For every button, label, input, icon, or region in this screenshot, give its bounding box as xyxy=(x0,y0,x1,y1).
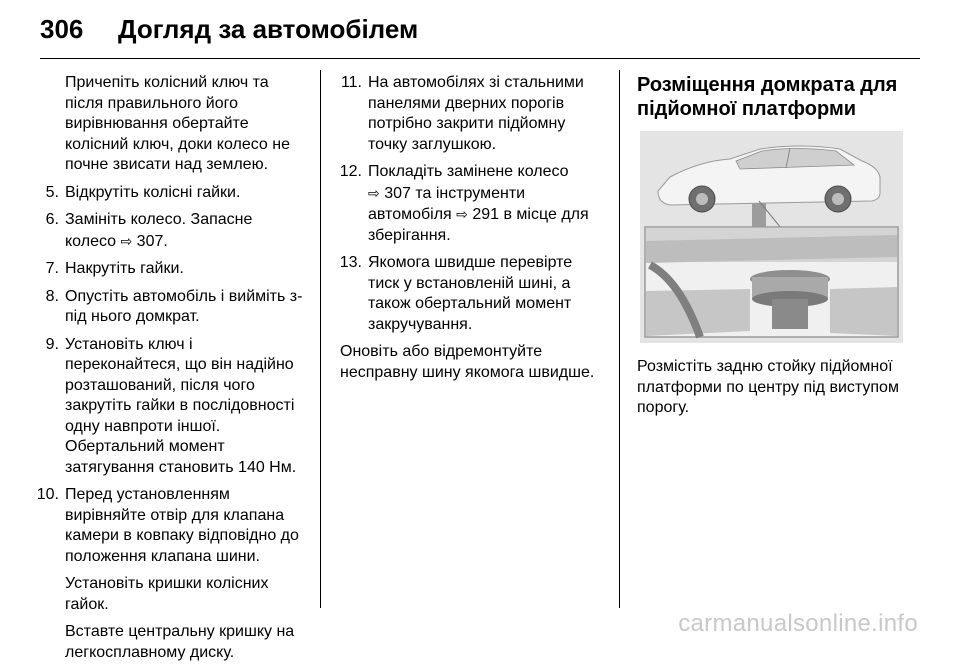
sub-paragraph: Вставте центральну кришку на легкосплавному диску. xyxy=(65,623,295,661)
watermark: carmanualsonline.info xyxy=(678,610,918,637)
item-text: Якомога швидше перевірте тиск у встановленій шині, а також обертальний момент закручування. xyxy=(368,254,573,333)
item-text: Установіть ключ і переконайтеся, що він надійно розташований, після чого закрутіть гайки в послідовності одну навпроти іншої. Обертальний момент затягування становить 140 Нм. xyxy=(65,335,297,476)
column-1 xyxy=(34,73,304,670)
item-number: 9. xyxy=(45,335,59,353)
intro-paragraph: Причепіть колісний ключ та після правильного його вирівнювання обертайте колісний ключ, доки колесо не почне звисати над землею. xyxy=(65,74,290,173)
section-heading: Розміщення домкрата для підйомної платформи xyxy=(637,74,898,120)
list-item xyxy=(34,259,304,280)
page-number: 306 xyxy=(40,14,84,44)
arrow-ref-icon: ⇨ xyxy=(368,184,380,201)
column-divider-1 xyxy=(320,70,321,608)
list-item xyxy=(34,485,304,567)
item-number: 13. xyxy=(339,254,362,271)
item-number: 8. xyxy=(45,287,59,305)
item-number: 11. xyxy=(340,74,362,91)
item-number: 10. xyxy=(36,486,59,503)
list-item xyxy=(34,335,304,479)
item-text: Відкрутіть колісні гайки. xyxy=(65,183,241,201)
list-item xyxy=(34,210,304,252)
figure-caption: Розмістіть задню стойку підйомної платформи по центру під виступом порогу. xyxy=(637,358,899,416)
item-number: 6. xyxy=(45,211,59,228)
item-text: Замініть колесо. Запасне колесо ⇨ 307. xyxy=(65,211,253,250)
list-item xyxy=(336,162,606,246)
item-text: Накрутіть гайки. xyxy=(65,260,184,277)
list-item xyxy=(34,183,304,204)
car-on-lift-image xyxy=(640,131,903,343)
header-rule xyxy=(40,58,920,59)
page-title: Догляд за автомобілем xyxy=(118,14,419,44)
arrow-ref-icon: ⇨ xyxy=(120,232,133,249)
item-number: 7. xyxy=(45,260,59,277)
column-divider-2 xyxy=(619,70,620,608)
list-item xyxy=(336,73,606,155)
column-3 xyxy=(637,73,912,435)
column-2 xyxy=(336,73,606,390)
item-number: 5. xyxy=(45,183,59,201)
item-text: Опустіть автомобіль і вийміть з-під нього домкрат. xyxy=(65,287,303,325)
item-text: Покладіть замінене колесо ⇨ 307 та інструменти автомобіля ⇨ 291 в місце для зберігання. xyxy=(368,163,589,244)
list-item xyxy=(34,287,304,328)
item-number: 12. xyxy=(339,163,362,180)
item-text: Перед установленням вирівняйте отвір для клапана камери в ковпаку відповідно до положення клапана шини. xyxy=(65,486,299,565)
sub-paragraph: Установіть кришки колісних гайок. xyxy=(65,575,269,613)
arrow-ref-icon: ⇨ xyxy=(456,206,468,222)
item-text: На автомобілях зі стальними панелями дверних порогів потрібно закрити підйомну точку заглушкою. xyxy=(368,74,584,153)
list-item xyxy=(336,253,606,335)
page-header xyxy=(0,0,960,58)
note-paragraph: Оновіть або відремонтуйте несправну шину якомога швидше. xyxy=(340,343,595,381)
lift-platform-illustration xyxy=(640,131,903,343)
